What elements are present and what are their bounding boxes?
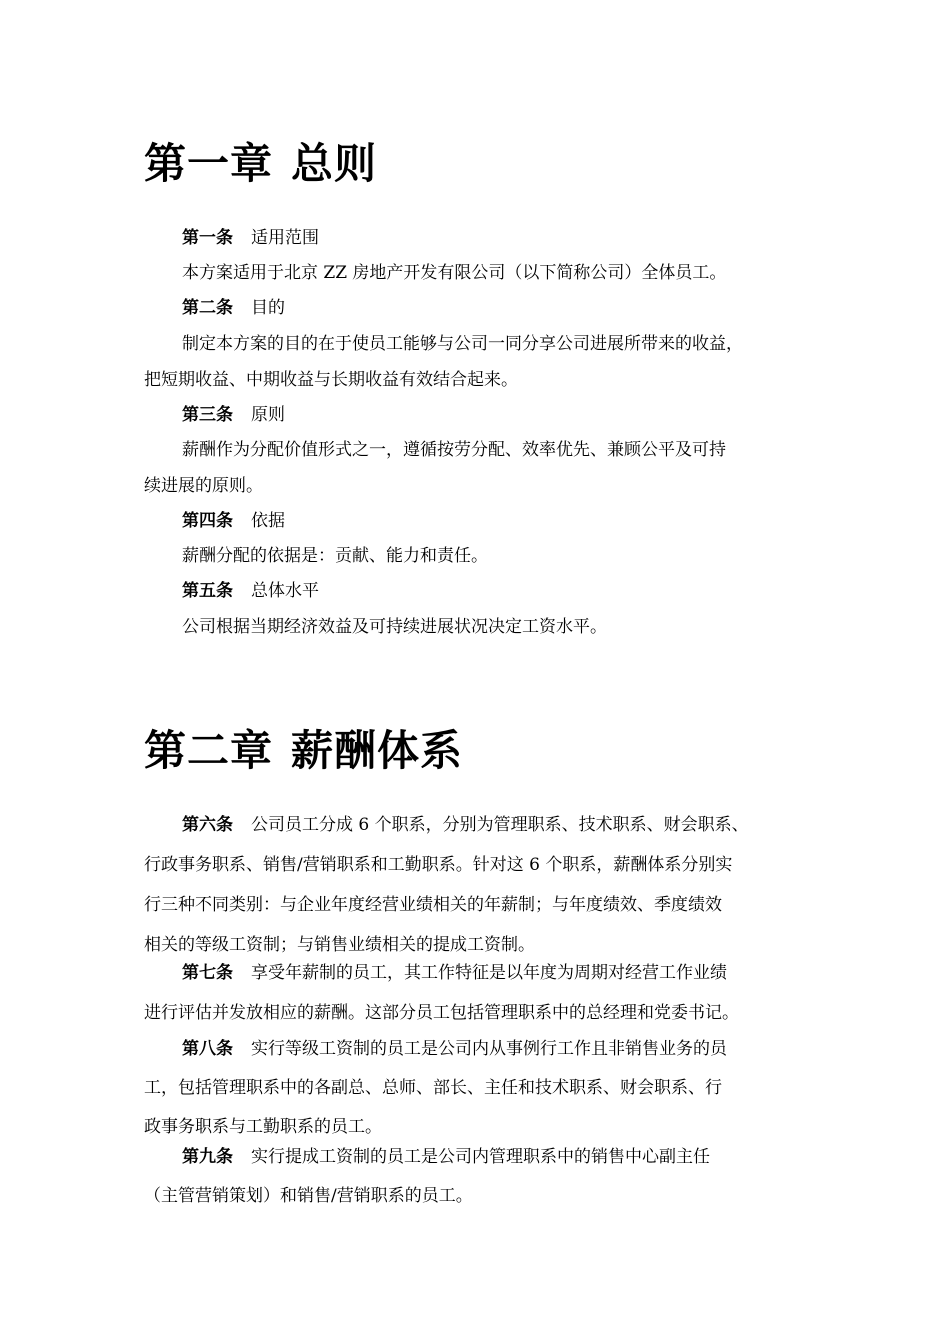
article-7-line-2: 进行评估并发放相应的薪酬。这部分员工包括管理职系中的总经理和党委书记。	[144, 1003, 739, 1023]
chapter-2-name: 薪酬体系	[291, 726, 464, 775]
chapter-1-name: 总则	[291, 139, 378, 188]
chapter-1-title	[144, 138, 377, 190]
article-2-heading: 第二条 目的	[182, 298, 285, 318]
chapter-2-title	[144, 725, 463, 777]
article-6-line-3: 行三种不同类别：与企业年度经营业绩相关的年薪制；与年度绩效、季度绩效	[144, 895, 722, 915]
article-9-line-2: （主管营销策划）和销售/营销职系的员工。	[144, 1186, 473, 1206]
article-8-line-3: 政事务职系与工勤职系的员工。	[144, 1117, 382, 1137]
article-1-heading: 第一条 适用范围	[182, 228, 319, 248]
chapter-1-number: 第一章	[144, 139, 274, 188]
article-2-body-line-2: 把短期收益、中期收益与长期收益有效结合起来。	[144, 370, 518, 390]
article-6-line-2: 行政事务职系、销售/营销职系和工勤职系。针对这 6 个职系，薪酬体系分别实	[144, 855, 733, 875]
article-8-line-2: 工，包括管理职系中的各副总、总师、部长、主任和技术职系、财会职系、行	[144, 1078, 722, 1098]
article-7-line-1: 第七条 享受年薪制的员工，其工作特征是以年度为周期对经营工作业绩	[182, 963, 727, 983]
article-1-body: 本方案适用于北京 ZZ 房地产开发有限公司（以下简称公司）全体员工。	[182, 263, 727, 283]
article-2-body-line-1: 制定本方案的目的在于使员工能够与公司一同分享公司进展所带来的收益，	[182, 334, 743, 354]
article-3-body-line-2: 续进展的原则。	[144, 476, 263, 496]
article-5-heading: 第五条 总体水平	[182, 581, 319, 601]
chapter-2-number: 第二章	[144, 726, 274, 775]
article-8-line-1: 第八条 实行等级工资制的员工是公司内从事例行工作且非销售业务的员	[182, 1039, 727, 1059]
article-4-heading: 第四条 依据	[182, 511, 285, 531]
article-6-line-1: 第六条 公司员工分成 6 个职系，分别为管理职系、技术职系、财会职系、	[182, 815, 749, 835]
article-3-body-line-1: 薪酬作为分配价值形式之一，遵循按劳分配、效率优先、兼顾公平及可持	[182, 440, 726, 460]
article-9-line-1: 第九条 实行提成工资制的员工是公司内管理职系中的销售中心副主任	[182, 1147, 710, 1167]
article-5-body: 公司根据当期经济效益及可持续进展状况决定工资水平。	[182, 617, 607, 637]
article-3-heading: 第三条 原则	[182, 405, 285, 425]
article-6-line-4: 相关的等级工资制；与销售业绩相关的提成工资制。	[144, 935, 535, 955]
article-4-body: 薪酬分配的依据是：贡献、能力和责任。	[182, 546, 488, 566]
